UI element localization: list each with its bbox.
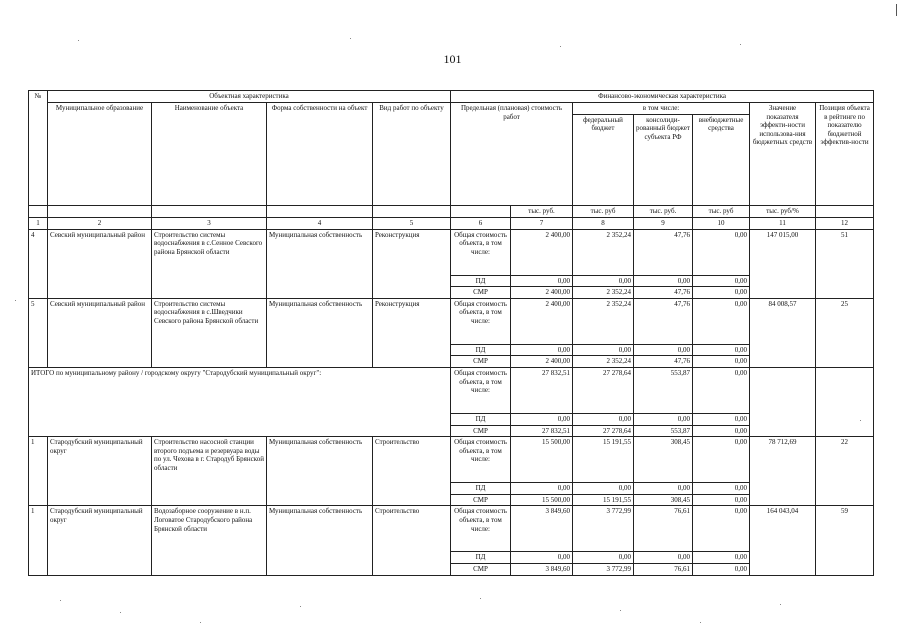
unit-cost: тыс. руб. bbox=[511, 205, 573, 217]
smr-cost-value: 2 400,00 bbox=[511, 287, 573, 299]
scan-speck bbox=[350, 38, 351, 39]
object-number: 1 bbox=[29, 437, 48, 506]
smr-federal-value: 3 772,99 bbox=[573, 563, 634, 575]
rating-position: 25 bbox=[816, 298, 874, 367]
object-name: Строительство системы водоснабжения в с.Сенное Севского района Брянской области bbox=[152, 229, 267, 298]
col-number: 6 bbox=[451, 217, 511, 229]
col-number: 4 bbox=[267, 217, 373, 229]
itogo-row bbox=[29, 367, 874, 413]
pd-extrabudget-value: 0,00 bbox=[693, 275, 750, 287]
header-municipal: Муниципальное образование bbox=[48, 103, 152, 206]
smr-extrabudget-value: 0,00 bbox=[693, 356, 750, 368]
smr-label: СМР bbox=[451, 287, 511, 299]
header-including: в том числе: bbox=[573, 103, 750, 115]
total-extrabudget-value: 0,00 bbox=[693, 229, 750, 275]
pd-consolidated-value: 0,00 bbox=[634, 552, 693, 564]
pd-extrabudget-value: 0,00 bbox=[693, 483, 750, 495]
smr-consolidated-value: 308,45 bbox=[634, 494, 693, 506]
pd-federal-value: 0,00 bbox=[573, 552, 634, 564]
pd-extrabudget-value: 0,00 bbox=[693, 344, 750, 356]
smr-federal-value: 2 352,24 bbox=[573, 287, 634, 299]
object-municipal: Севский муниципальный район bbox=[48, 298, 152, 367]
smr-cost-value: 15 500,00 bbox=[511, 494, 573, 506]
total-extrabudget-value: 0,00 bbox=[693, 506, 750, 552]
col-number: 11 bbox=[750, 217, 816, 229]
scan-speck bbox=[560, 46, 561, 47]
col-number: 8 bbox=[573, 217, 634, 229]
object-ownership: Муниципальная собственность bbox=[267, 506, 373, 575]
col-number: 2 bbox=[48, 217, 152, 229]
pd-consolidated-value: 0,00 bbox=[634, 275, 693, 287]
total-cost-label: Общая стоимость объекта, в том числе: bbox=[451, 437, 511, 483]
scan-speck bbox=[740, 44, 741, 45]
header-object-name: Наименование объекта bbox=[152, 103, 267, 206]
total-federal-value: 2 352,24 bbox=[573, 298, 634, 344]
pd-label: ПД bbox=[451, 275, 511, 287]
pd-label: ПД bbox=[451, 344, 511, 356]
smr-label: СМР bbox=[451, 356, 511, 368]
itogo-pd-federal: 0,00 bbox=[573, 413, 634, 425]
pd-label: ПД bbox=[451, 483, 511, 495]
header-work-type: Вид работ по объекту bbox=[373, 103, 451, 206]
scan-speck bbox=[15, 300, 16, 301]
unit-consolidated: тыс. руб. bbox=[634, 205, 693, 217]
scan-speck bbox=[200, 622, 201, 623]
pd-federal-value: 0,00 bbox=[573, 275, 634, 287]
total-cost-value: 3 849,60 bbox=[511, 506, 573, 552]
total-federal-value: 2 352,24 bbox=[573, 229, 634, 275]
header-cost: Предельная (плановая) стоимость работ bbox=[451, 103, 573, 206]
scan-edge-mark bbox=[896, 4, 897, 16]
object-number: 4 bbox=[29, 229, 48, 298]
header-consolidated: консолиди-рованный бюджет субъекта РФ bbox=[634, 114, 693, 205]
header-object-group: Объектная характеристика bbox=[48, 91, 451, 103]
pd-cost-value: 0,00 bbox=[511, 552, 573, 564]
object-number: 1 bbox=[29, 506, 48, 575]
col-number: 1 bbox=[29, 217, 48, 229]
itogo-total-cost: 27 832,51 bbox=[511, 367, 573, 413]
col-number: 3 bbox=[152, 217, 267, 229]
col-number: 10 bbox=[693, 217, 750, 229]
total-cost-value: 2 400,00 bbox=[511, 229, 573, 275]
unit-efficiency: тыс. руб/% bbox=[750, 205, 816, 217]
scan-speck bbox=[300, 606, 301, 607]
smr-label: СМР bbox=[451, 494, 511, 506]
itogo-pd-consolidated: 0,00 bbox=[634, 413, 693, 425]
header-num: № bbox=[29, 91, 48, 206]
object-municipal: Стародубский муниципальный округ bbox=[48, 437, 152, 506]
header-federal: федеральный бюджет bbox=[573, 114, 634, 205]
smr-consolidated-value: 47,76 bbox=[634, 287, 693, 299]
object-row bbox=[29, 229, 874, 275]
header-position: Позиция объекта в рейтинге по показателю бюджетной эффектив-ности bbox=[816, 103, 874, 206]
header-financial-group: Финансово-экономическая характеристика bbox=[451, 91, 874, 103]
pd-cost-value: 0,00 bbox=[511, 344, 573, 356]
rating-position: 22 bbox=[816, 437, 874, 506]
object-work-type: Реконструкция bbox=[373, 229, 451, 298]
pd-federal-value: 0,00 bbox=[573, 483, 634, 495]
scan-speck bbox=[60, 600, 61, 601]
object-row bbox=[29, 437, 874, 483]
total-extrabudget-value: 0,00 bbox=[693, 298, 750, 344]
pd-cost-value: 0,00 bbox=[511, 275, 573, 287]
smr-consolidated-value: 76,61 bbox=[634, 563, 693, 575]
total-federal-value: 3 772,99 bbox=[573, 506, 634, 552]
unit-federal: тыс. руб bbox=[573, 205, 634, 217]
header-ownership: Форма собственности на объект bbox=[267, 103, 373, 206]
smr-extrabudget-value: 0,00 bbox=[693, 494, 750, 506]
smr-federal-value: 2 352,24 bbox=[573, 356, 634, 368]
smr-cost-value: 3 849,60 bbox=[511, 563, 573, 575]
header-extrabudget: внебюджетные средства bbox=[693, 114, 750, 205]
total-consolidated-value: 308,45 bbox=[634, 437, 693, 483]
objects-table bbox=[28, 90, 874, 576]
unit-extrabudget: тыс. руб bbox=[693, 205, 750, 217]
itogo-empty bbox=[750, 367, 816, 436]
scan-speck bbox=[120, 612, 121, 613]
pd-label: ПД bbox=[451, 552, 511, 564]
col-number: 12 bbox=[816, 217, 874, 229]
itogo-total-extrabudget: 0,00 bbox=[693, 367, 750, 413]
object-work-type: Строительство bbox=[373, 506, 451, 575]
total-cost-value: 15 500,00 bbox=[511, 437, 573, 483]
smr-federal-value: 15 191,55 bbox=[573, 494, 634, 506]
object-work-type: Строительство bbox=[373, 437, 451, 506]
pd-consolidated-value: 0,00 bbox=[634, 483, 693, 495]
object-row bbox=[29, 506, 874, 552]
efficiency-value: 164 043,04 bbox=[750, 506, 816, 575]
pd-federal-value: 0,00 bbox=[573, 344, 634, 356]
object-number: 5 bbox=[29, 298, 48, 367]
smr-label: СМР bbox=[451, 425, 511, 437]
object-name: Строительство насосной станции второго подъема и резервуара воды по ул. Чехова в г. Стародуб Брянской области bbox=[152, 437, 267, 506]
rating-position: 59 bbox=[816, 506, 874, 575]
scan-speck bbox=[620, 610, 621, 611]
total-federal-value: 15 191,55 bbox=[573, 437, 634, 483]
efficiency-value: 84 008,57 bbox=[750, 298, 816, 367]
total-cost-value: 2 400,00 bbox=[511, 298, 573, 344]
object-municipal: Севский муниципальный район bbox=[48, 229, 152, 298]
object-ownership: Муниципальная собственность bbox=[267, 298, 373, 367]
object-ownership: Муниципальная собственность bbox=[267, 437, 373, 506]
smr-consolidated-value: 47,76 bbox=[634, 356, 693, 368]
itogo-total-federal: 27 278,64 bbox=[573, 367, 634, 413]
object-ownership: Муниципальная собственность bbox=[267, 229, 373, 298]
column-number-row bbox=[29, 217, 874, 229]
total-extrabudget-value: 0,00 bbox=[693, 437, 750, 483]
itogo-smr-consolidated: 553,87 bbox=[634, 425, 693, 437]
total-consolidated-value: 76,61 bbox=[634, 506, 693, 552]
header-efficiency: Значение показателя эффекти-ности использова-ния бюджетных средств bbox=[750, 103, 816, 206]
col-number: 7 bbox=[511, 217, 573, 229]
itogo-smr-federal: 27 278,64 bbox=[573, 425, 634, 437]
itogo-label: ИТОГО по муниципальному району / городскому округу "Стародубский муниципальный округ": bbox=[29, 367, 451, 436]
itogo-pd-extrabudget: 0,00 bbox=[693, 413, 750, 425]
scan-speck bbox=[860, 420, 861, 421]
rating-position: 51 bbox=[816, 229, 874, 298]
total-cost-label: Общая стоимость объекта, в том числе: bbox=[451, 506, 511, 552]
itogo-pd-cost: 0,00 bbox=[511, 413, 573, 425]
scan-speck bbox=[700, 622, 701, 623]
efficiency-value: 147 015,00 bbox=[750, 229, 816, 298]
page-number: 101 bbox=[443, 52, 462, 66]
pd-cost-value: 0,00 bbox=[511, 483, 573, 495]
scan-speck bbox=[78, 40, 79, 41]
col-number: 5 bbox=[373, 217, 451, 229]
total-cost-label: Общая стоимость объекта, в том числе: bbox=[451, 367, 511, 413]
itogo-smr-extrabudget: 0,00 bbox=[693, 425, 750, 437]
scan-speck bbox=[480, 598, 481, 599]
itogo-total-consolidated: 553,87 bbox=[634, 367, 693, 413]
pd-extrabudget-value: 0,00 bbox=[693, 552, 750, 564]
total-cost-label: Общая стоимость объекта, в том числе: bbox=[451, 298, 511, 344]
smr-extrabudget-value: 0,00 bbox=[693, 563, 750, 575]
object-name: Водозаборное сооружение в н.п. Логоватое Стародубского района Брянской области bbox=[152, 506, 267, 575]
scan-speck bbox=[780, 604, 781, 605]
object-municipal: Стародубский муниципальный округ bbox=[48, 506, 152, 575]
smr-extrabudget-value: 0,00 bbox=[693, 287, 750, 299]
pd-label: ПД bbox=[451, 413, 511, 425]
itogo-smr-cost: 27 832,51 bbox=[511, 425, 573, 437]
efficiency-value: 78 712,69 bbox=[750, 437, 816, 506]
itogo-empty bbox=[816, 367, 874, 436]
object-work-type: Реконструкция bbox=[373, 298, 451, 367]
object-row bbox=[29, 298, 874, 344]
smr-label: СМР bbox=[451, 563, 511, 575]
pd-consolidated-value: 0,00 bbox=[634, 344, 693, 356]
total-consolidated-value: 47,76 bbox=[634, 298, 693, 344]
total-consolidated-value: 47,76 bbox=[634, 229, 693, 275]
smr-cost-value: 2 400,00 bbox=[511, 356, 573, 368]
object-name: Строительство системы водоснабжения в с.Шведчики Севского района Брянской области bbox=[152, 298, 267, 367]
total-cost-label: Общая стоимость объекта, в том числе: bbox=[451, 229, 511, 275]
col-number: 9 bbox=[634, 217, 693, 229]
